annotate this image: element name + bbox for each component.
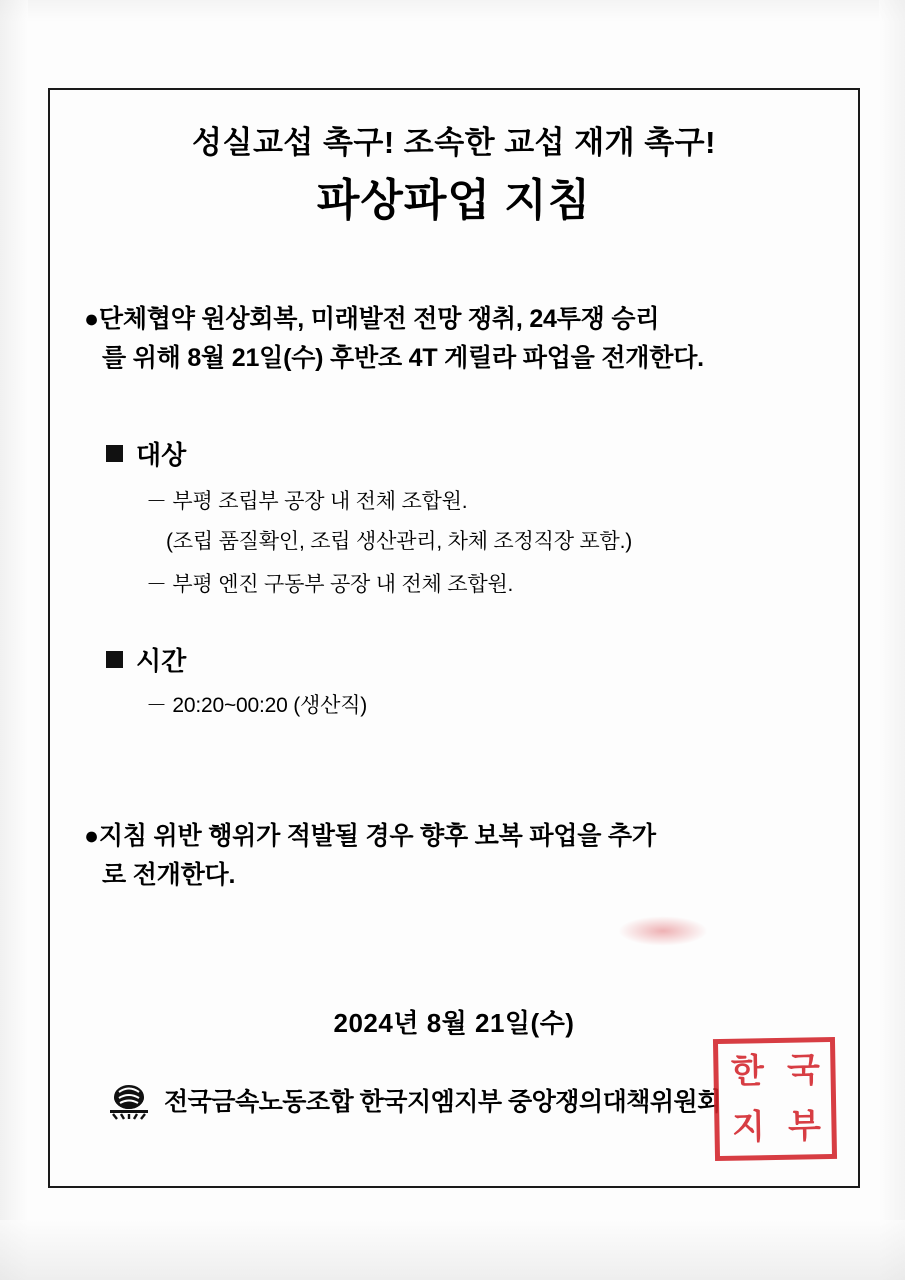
main-paragraph-line-1: ●단체협약 원상회복, 미래발전 전망 쟁취, 24투쟁 승리 bbox=[84, 304, 660, 333]
warning-paragraph-line-1: ●지침 위반 행위가 적발될 경우 향후 보복 파업을 추가 bbox=[84, 822, 656, 851]
headline-slogan: 성실교섭 촉구! 조속한 교섭 재개 촉구! bbox=[192, 125, 716, 160]
main-paragraph-line-2: 를 위해 8월 21일(수) 후반조 4T 게릴라 파업을 전개한다. bbox=[102, 343, 704, 372]
notice-content bbox=[50, 90, 858, 1186]
section-target-heading bbox=[84, 435, 824, 472]
document-title: 파상파업 지침 bbox=[316, 176, 592, 226]
scan-shadow-top bbox=[0, 0, 905, 22]
section-time-heading bbox=[84, 641, 824, 678]
seal-ink-smudge bbox=[618, 916, 708, 946]
warning-paragraph-line-2: 로 전개한다. bbox=[102, 861, 236, 890]
main-paragraph bbox=[84, 300, 824, 378]
red-seal-stamp bbox=[713, 1037, 837, 1161]
section-time bbox=[84, 641, 824, 722]
seal-char: 한 bbox=[730, 1052, 763, 1091]
scan-shadow-right bbox=[879, 0, 905, 1280]
signature-organization: 전국금속노동조합 한국지엠지부 중앙쟁의대책위원회 bbox=[164, 1087, 721, 1116]
list-item: － 부평 엔진 구동부 공장 내 전체 조합원. bbox=[146, 573, 514, 597]
square-bullet-icon bbox=[106, 651, 123, 668]
section-time-items bbox=[84, 690, 824, 722]
section-target-items bbox=[84, 486, 824, 601]
section-target-heading-label: 대상 bbox=[136, 440, 187, 471]
seal-char: 지 bbox=[731, 1108, 764, 1147]
seal-char: 부 bbox=[787, 1107, 820, 1146]
section-target bbox=[84, 435, 824, 601]
section-time-heading-label: 시간 bbox=[136, 645, 187, 676]
scan-shadow-bottom bbox=[0, 1220, 905, 1280]
warning-paragraph bbox=[84, 817, 824, 895]
square-bullet-icon bbox=[106, 445, 123, 462]
list-item: － 20:20~00:20 (생산직) bbox=[146, 693, 368, 717]
scan-shadow-left bbox=[0, 0, 28, 1280]
union-emblem-icon bbox=[106, 1080, 152, 1120]
seal-char: 국 bbox=[786, 1051, 819, 1090]
notice-border-frame bbox=[48, 88, 860, 1188]
list-item: (조립 품질확인, 조립 생산관리, 차체 조정직장 포함.) bbox=[166, 529, 633, 553]
issue-date: 2024년 8월 21일(수) bbox=[333, 1007, 575, 1038]
list-item: － 부평 조립부 공장 내 전체 조합원. bbox=[146, 490, 468, 514]
